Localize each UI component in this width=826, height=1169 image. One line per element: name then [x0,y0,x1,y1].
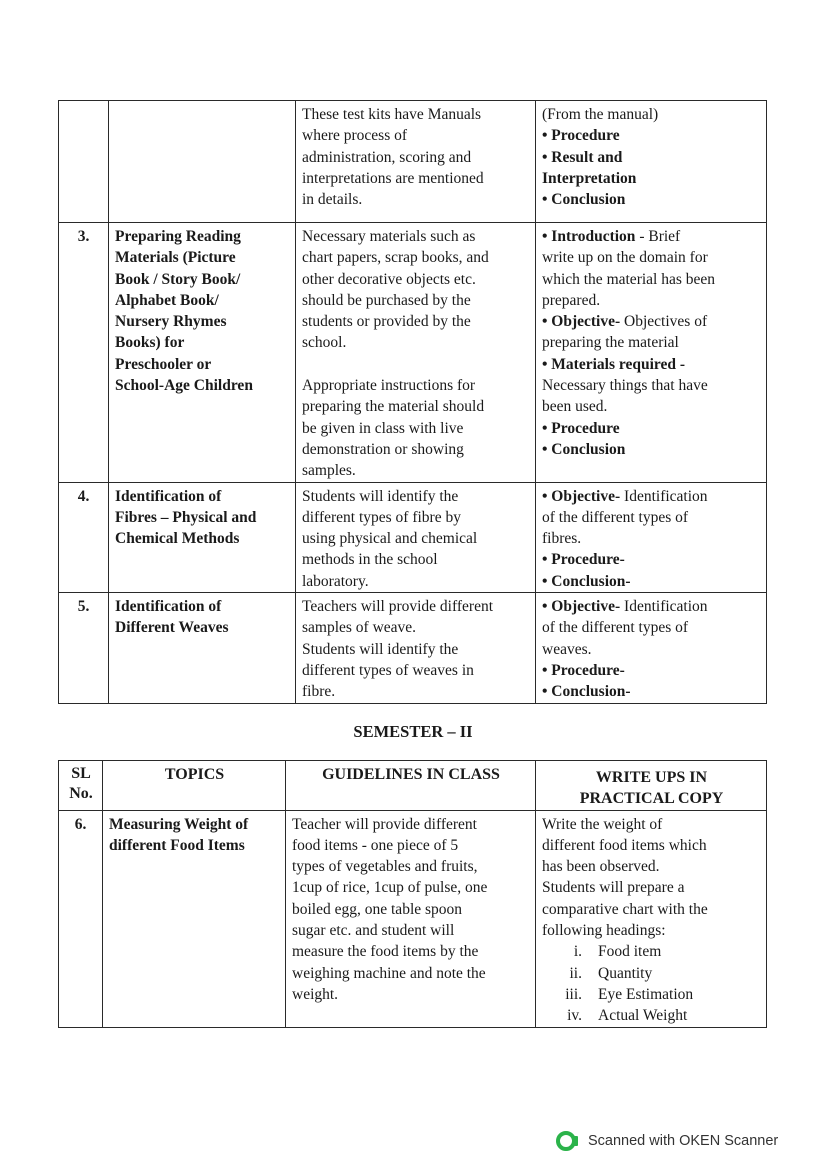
text: students or provided by the [302,313,471,331]
text: write up on the domain for [542,249,708,267]
list-numeral: ii. [569,964,582,982]
text: Students will prepare a [542,879,685,897]
cell-line [302,269,530,290]
text: Teacher will provide different [292,815,477,833]
bold-text: • Introduction [542,228,636,245]
cell-line [542,660,761,681]
cell-line [115,528,290,549]
cell-line [542,856,761,877]
cell-line [542,396,761,417]
text: prepared. [542,291,601,309]
text: 1cup of rice, 1cup of pulse, one [292,879,488,897]
cell-writeups [536,101,767,223]
text: preparing the material [542,334,679,352]
cell-line [302,507,530,528]
text: interpretations are mentioned [302,169,484,187]
cell-line [115,596,290,617]
cell-line [292,963,530,984]
text: (From the manual) [542,106,659,123]
text: preparing the material should [302,398,485,416]
cell-writeups [536,482,767,592]
cell-line [542,418,761,439]
bold-text: • Procedure [542,127,620,145]
cell-topic [109,482,296,592]
cell-line [542,189,761,210]
text: boiled egg, one table spoon [292,900,463,918]
cell-line [302,332,530,353]
cell-line [302,147,530,168]
text: of the different types of [542,508,689,526]
table-header-row [59,761,767,811]
cell-line [542,549,761,570]
text: different types of weaves in [302,661,474,679]
cell-line [115,332,290,353]
cell-line [302,639,530,660]
cell-line [292,835,530,856]
cell-guidelines [296,482,536,592]
cell-line [542,963,761,984]
cell-writeups [536,593,767,703]
cell-line [302,226,530,247]
cell-line [542,528,761,549]
cell-line [109,814,280,835]
text: Teachers will provide different [302,598,494,616]
bold-text: • Conclusion- [542,683,631,701]
text: has been observed. [542,858,660,876]
text: samples. [302,462,356,480]
cell-line [302,660,530,681]
text: weight. [292,985,339,1003]
cell-line [542,375,761,396]
cell-line [302,354,530,375]
cell-line [115,354,290,375]
cell-guidelines [296,101,536,223]
text: laboratory. [302,572,369,590]
text: different food items which [542,836,707,854]
bold-text: Nursery Rhymes [115,313,227,331]
bold-text: Different Weaves [115,619,229,637]
text: be given in class with live [302,419,464,437]
bold-text: Identification of [115,598,222,616]
text: in details. [302,191,363,209]
text: - Brief [635,228,681,245]
cell-line [292,899,530,920]
cell-line [542,290,761,311]
bold-text: • Conclusion [542,440,626,458]
cell-line [542,125,761,146]
cell-line [542,835,761,856]
cell-line [542,899,761,920]
cell-line [542,354,761,375]
cell-line [302,571,530,592]
cell-line [115,247,290,268]
cell-line [302,168,530,189]
cell-line [542,617,761,638]
cell-line [302,396,530,417]
cell-line [542,226,761,247]
list-numeral: i. [573,943,582,961]
cell-line [302,290,530,311]
bold-text: • Result and [542,148,623,166]
bold-text: Interpretation [542,169,637,187]
cell-line [292,920,530,941]
text: been used. [542,398,608,416]
cell-line [302,125,530,146]
text: Students will identify the [302,487,459,505]
cell-line [115,226,290,247]
text: Eye Estimation [598,985,694,1003]
cell-line [542,1005,761,1026]
cell-line [302,311,530,332]
cell-line [542,814,761,835]
text: Actual Weight [598,1007,688,1025]
cell-line [302,549,530,570]
cell-line [542,941,761,962]
cell-line [542,571,761,592]
cell-line [542,639,761,660]
list-numeral: iii. [565,985,582,1003]
text: weaves. [542,640,592,658]
cell-line [302,528,530,549]
cell-line [115,507,290,528]
cell-line [115,269,290,290]
cell-line [302,617,530,638]
practical-table-semester-1 [58,100,767,704]
cell-line [542,269,761,290]
header-writeups: WRITE UPS IN PRACTICAL COPY [536,761,767,811]
text: demonstration or showing [302,440,464,458]
cell-line [542,681,761,702]
text: following headings: [542,922,666,940]
oken-scanner-logo-icon [556,1130,578,1152]
bold-text: Identification of [115,487,222,505]
text: Identification [620,487,708,505]
cell-line [542,168,761,189]
cell-line [302,375,530,396]
cell-line [292,941,530,962]
text: types of vegetables and fruits, [292,858,478,876]
cell-sl-no: 5. [59,593,109,703]
cell-line [542,507,761,528]
text: Students will identify the [302,640,459,658]
cell-line [302,104,530,125]
cell-line [292,877,530,898]
table-row [59,223,767,483]
cell-sl-no: 6. [59,810,103,1027]
text: comparative chart with the [542,900,708,918]
cell-line [542,486,761,507]
cell-line [542,439,761,460]
text: food items - one piece of 5 [292,836,459,854]
semester-heading: SEMESTER – II [353,722,473,741]
text: of the different types of [542,619,689,637]
bold-text: • Objective- [542,487,621,505]
cell-line [542,920,761,941]
cell-line [302,681,530,702]
bold-text: Measuring Weight of [109,815,249,833]
bold-text: • Procedure- [542,551,625,569]
text: should be purchased by the [302,291,471,309]
bold-text: • Materials required - [542,355,686,373]
cell-guidelines [296,593,536,703]
cell-line [292,814,530,835]
cell-line [302,486,530,507]
text: Necessary materials such as [302,228,476,245]
bold-text: different Food Items [109,836,245,854]
text: samples of weave. [302,619,417,637]
cell-sl-no [59,101,109,223]
cell-sl-no: 4. [59,482,109,592]
text: sugar etc. and student will [292,922,455,940]
bold-text: Books) for [115,334,185,352]
text: Quantity [598,964,653,982]
cell-guidelines [286,810,536,1027]
cell-line [542,311,761,332]
cell-line [302,439,530,460]
table-row [59,810,767,1027]
cell-line [109,835,280,856]
cell-line [542,147,761,168]
text: where process of [302,127,408,145]
bold-text: • Conclusion [542,191,626,209]
cell-line [302,418,530,439]
table-row [59,593,767,703]
bold-text: Preschooler or [115,355,212,373]
cell-line [115,375,290,396]
cell-sl-no: 3. [59,223,109,483]
cell-line [302,189,530,210]
text: weighing machine and note the [292,964,486,982]
bold-text: • Procedure- [542,661,625,679]
cell-line [542,332,761,353]
cell-line [115,617,290,638]
cell-line [542,877,761,898]
bold-text: Alphabet Book/ [115,291,219,309]
practical-table-semester-2 [58,760,767,1028]
cell-writeups [536,810,767,1027]
bold-text: Chemical Methods [115,530,240,548]
bold-text: School-Age Children [115,377,253,395]
cell-line [292,984,530,1005]
bold-text: Fibres – Physical and [115,508,257,526]
text: Appropriate instructions for [302,377,476,395]
cell-topic [109,593,296,703]
text: These test kits have Manuals [302,106,482,123]
text: which the material has been [542,270,716,288]
bold-text: • Objective- [542,313,621,331]
text: administration, scoring and [302,148,472,166]
header-sl-no: SL No. [59,761,103,811]
cell-line [542,247,761,268]
header-topics: TOPICS [103,761,286,811]
cell-topic [103,810,286,1027]
cell-line [292,856,530,877]
cell-line [115,486,290,507]
list-numeral: iv. [567,1007,582,1025]
bold-text: • Objective- [542,598,621,616]
cell-line [302,247,530,268]
text: Write the weight of [542,815,663,833]
cell-line [115,311,290,332]
cell-writeups [536,223,767,483]
bold-text: Preparing Reading [115,228,241,245]
cell-topic [109,101,296,223]
text: different types of fibre by [302,508,461,526]
text: other decorative objects etc. [302,270,476,288]
text: measure the food items by the [292,943,479,961]
cell-line [542,104,761,125]
bold-text: • Procedure [542,419,620,437]
cell-line [302,596,530,617]
cell-line [542,984,761,1005]
table-row [59,482,767,592]
text: chart papers, scrap books, and [302,249,489,267]
bold-text: Book / Story Book/ [115,270,241,288]
bold-text: Materials (Picture [115,249,236,267]
text: Objectives of [620,313,708,331]
text: Necessary things that have [542,377,708,395]
bold-text: • Conclusion- [542,572,631,590]
header-guidelines: GUIDELINES IN CLASS [286,761,536,811]
text: fibres. [542,530,582,548]
text: using physical and chemical [302,530,478,548]
cell-guidelines [296,223,536,483]
text: Identification [620,598,708,616]
cell-line [115,290,290,311]
text: fibre. [302,683,336,701]
table-row [59,101,767,223]
text: Food item [598,943,662,961]
cell-line [302,460,530,481]
scanner-watermark-text: Scanned with OKEN Scanner [588,1133,779,1149]
cell-topic [109,223,296,483]
cell-line [542,596,761,617]
scanner-watermark [556,1130,778,1152]
text: school. [302,334,347,352]
text: methods in the school [302,551,438,569]
